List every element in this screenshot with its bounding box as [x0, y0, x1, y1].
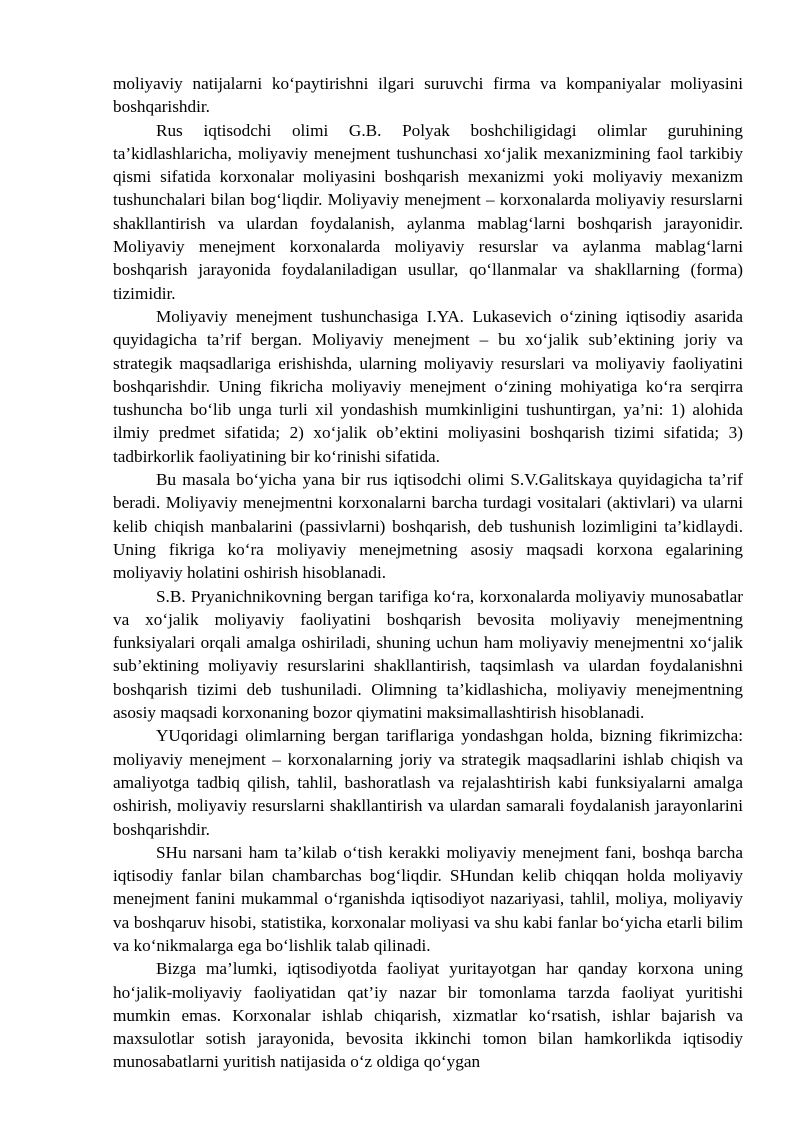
paragraph: SHu narsani ham ta’kilab o‘tish kerakki moliyaviy menejment fani, boshqa barcha iqtisodiy fanlar bilan chambarchas bog‘liqdir. SHundan kelib chiqqan holda moliyaviy menejment fanini mukammal o‘rganishda iqtisodiyot nazariyasi, tahlil, moliya, moliyaviy va boshqaruv hisobi, statistika, korxonalar moliyasi va shu kabi fanlar bo‘yicha etarli bilim va ko‘nikmalarga ega bo‘lishlik talab qilinadi. [113, 842, 743, 955]
paragraph: Bizga ma’lumki, iqtisodiyotda faoliyat yuritayotgan har qanday korxona uning ho‘jalik-moliyaviy faoliyatidan qat’iy nazar bir tomonlama tarzda faoliyat yuritishi mumkin emas. Korxonalar ishlab chiqarish, xizmatlar ko‘rsatish, ishlar bajarish va maxsulotlar sotish jarayonida, bevosita ikkinchi tomon bilan hamkorlikda iqtisodiy munosabatlarni yuritish natijasida o‘z oldiga qo‘ygan [113, 959, 743, 1072]
paragraph: S.B. Pryanichnikovning bergan tarifiga ko‘ra, korxonalarda moliyaviy munosabatlar va xo‘jalik moliyaviy faoliyatini boshqarish bevosita moliyaviy menejmentning funksiyalari orqali amalga oshiriladi, shuning uchun ham moliyaviy menejmentni xo‘jalik sub’ektining moliyaviy resurslarini shakllantirish, taqsimlash va ulardan foydalanishni boshqarish tizimi deb tushuniladi. Olimning ta’kidlashicha, moliyaviy menejmentning asosiy maqsadi korxonaning bozor qiymatini maksimallashtirish hisoblanadi. [113, 586, 743, 723]
paragraph: Moliyaviy menejment tushunchasiga I.YA. Lukasevich o‘zining iqtisodiy asarida quyidagicha ta’rif bergan. Moliyaviy menejment – bu xo‘jalik sub’ektining joriy va strategik maqsadlariga erishishda, ularning moliyaviy resurslari va moliyaviy faoliyatini boshqarishdir. Uning fikricha moliyaviy menejment o‘zining mohiyatiga ko‘ra serqirra tushuncha bo‘lib unga turli xil yondashish mumkinligini tushuntirgan, ya’ni: 1) alohida ilmiy predmet sifatida; 2) xo‘jalik ob’ektini moliyasini boshqarish tizimi sifatida; 3) tadbirkorlik faoliyatining bir ko‘rinishi sifatida. [113, 306, 743, 466]
paragraph: moliyaviy natijalarni ko‘paytirishni ilgari suruvchi firma va kompaniyalar moliyasini boshqarishdir. [113, 74, 743, 117]
paragraph: YUqoridagi olimlarning bergan tariflariga yondashgan holda, bizning fikrimizcha: moliyaviy menejment – korxonalarning joriy va strategik maqsadlarini ishlab chiqish va amaliyotga tadbiq qilish, tahlil, bashoratlash va rejalashtirish kabi funksiyalarni amalga oshirish, moliyaviy resurslarni shakllantirish va ulardan samarali foydalanish jarayonlarini boshqarishdir. [113, 726, 743, 839]
document-body [113, 72, 743, 1074]
paragraph: Bu masala bo‘yicha yana bir rus iqtisodchi olimi S.V.Galitskaya quyidagicha ta’rif beradi. Moliyaviy menejmentni korxonalarni barcha turdagi vositalari (aktivlari) va ularni kelib chiqish manbalarini (passivlarni) boshqarish, deb tushunish lozimligini ta’kidlaydi. Uning fikriga ko‘ra moliyaviy menejmetning asosiy maqsadi korxona egalarining moliyaviy holatini oshirish hisoblanadi. [113, 470, 743, 583]
paragraph: Rus iqtisodchi olimi G.B. Polyak boshchiligidagi olimlar guruhining ta’kidlashlaricha, moliyaviy menejment tushunchasi xo‘jalik mexanizmining faol tarkibiy qismi sifatida korxonalar moliyasini boshqarish mexanizmi yoki moliyaviy mexanizm tushunchalari bilan bog‘liqdir. Moliyaviy menejment – korxonalarda moliyaviy resurslarni shakllantirish va ulardan foydalanish, aylanma mablag‘larni boshqarish jarayonidir. Moliyaviy menejment korxonalarda moliyaviy resurslar va aylanma mablag‘larni boshqarish jarayonida foydalaniladigan usullar, qo‘llanmalar va shakllarning (forma) tizimidir. [113, 120, 743, 303]
